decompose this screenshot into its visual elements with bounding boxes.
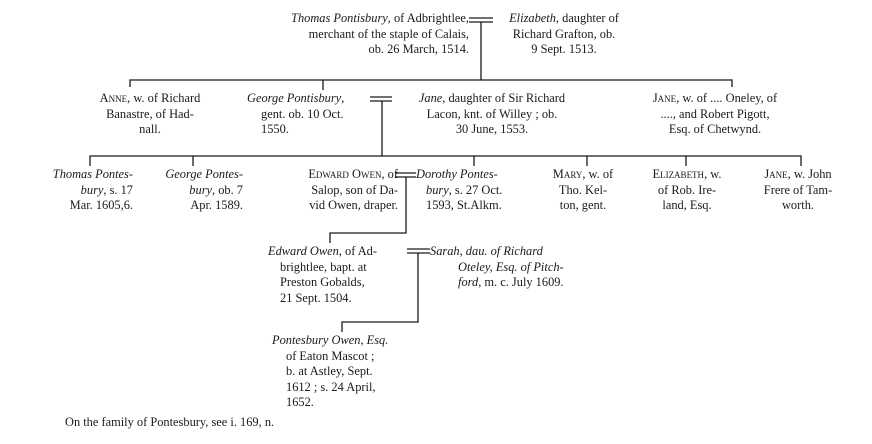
person-detail: , s. 17 <box>103 182 133 197</box>
person-detail: ob. 26 March, 1514. <box>368 42 469 56</box>
person-detail: , of Ad- <box>338 244 377 258</box>
person-edward-owen-adbrightlee <box>268 244 408 306</box>
person-detail: , <box>341 91 345 105</box>
person-jane-oneley <box>619 91 811 138</box>
person-edward-owen-salop <box>262 167 398 214</box>
person-detail: Banastre, of Had- <box>106 106 194 121</box>
person-detail: vid Owen, draper. <box>309 198 398 212</box>
person-detail: , daughter of <box>555 11 619 25</box>
person-detail: Richard Grafton, ob. <box>512 26 616 41</box>
person-sarah-oteley <box>430 244 590 291</box>
person-detail: Apr. 1589. <box>190 198 243 212</box>
person-detail: , w. of Richard <box>127 91 201 105</box>
person-detail: Preston Gobalds, <box>280 275 365 289</box>
person-name: Anne <box>99 91 128 105</box>
person-thomas-pontisbury <box>198 11 469 58</box>
person-name: Pontesbury Owen, Esq. <box>272 333 389 347</box>
person-detail: ...., and Robert Pigott, <box>660 106 770 121</box>
marriage-sign-4 <box>407 249 430 253</box>
person-detail: , w. of <box>582 167 614 181</box>
person-pontesbury-owen <box>272 333 432 411</box>
sibling-bar-gen2 <box>130 80 732 87</box>
person-detail: , ob. 7 <box>212 182 243 197</box>
person-name: Thomas Pontes- <box>52 167 133 181</box>
person-detail: gent. ob. 10 Oct. <box>261 106 344 121</box>
person-name: Jane <box>652 91 677 105</box>
person-anne <box>76 91 224 138</box>
person-detail: b. at Astley, Sept. <box>286 364 373 378</box>
person-detail: 30 June, 1553. <box>455 122 529 136</box>
person-detail: 1550. <box>261 122 289 136</box>
person-name: Elizabeth <box>509 11 556 25</box>
person-detail: 1652. <box>286 395 314 409</box>
person-name: Edward Owen <box>308 167 382 181</box>
person-mary <box>533 167 633 214</box>
person-detail: ford <box>458 275 479 289</box>
person-dorothy-pontesbury <box>416 167 531 214</box>
person-detail: Salop, son of Da- <box>311 182 398 197</box>
person-detail: of Rob. Ire- <box>657 182 717 197</box>
person-detail: brightlee, bapt. at <box>280 259 367 274</box>
person-name: Thomas Pontisbury <box>291 11 388 25</box>
person-detail: 9 Sept. 1513. <box>531 42 597 56</box>
marriage-sign-2 <box>370 97 392 101</box>
person-detail: merchant of the staple of Calais, <box>308 26 469 41</box>
person-detail: Tho. Kel- <box>558 182 608 197</box>
person-jane-frere <box>748 167 848 214</box>
person-detail: worth. <box>781 198 814 212</box>
marriage-sign-3 <box>395 173 416 177</box>
person-detail: Sarah, dau. of Richard <box>430 244 543 258</box>
person-elizabeth-ireland <box>633 167 741 214</box>
person-name: Mary <box>552 167 583 181</box>
person-detail: Oteley, Esq. of Pitch- <box>458 259 564 274</box>
person-detail: , s. 27 Oct. <box>448 182 503 197</box>
person-detail: Mar. 1605,6. <box>69 198 133 212</box>
person-detail: ton, gent. <box>559 198 607 212</box>
person-name: George Pontes- <box>165 167 243 181</box>
person-detail: , of Adbrightlee, <box>387 11 469 25</box>
person-detail: bury <box>80 182 104 197</box>
person-detail: 21 Sept. 1504. <box>280 290 352 305</box>
person-elizabeth-grafton <box>478 11 650 58</box>
person-name: Jane <box>764 167 788 181</box>
person-detail: Lacon, knt. of Willey ; ob. <box>426 106 558 121</box>
person-detail: Esq. of Chetwynd. <box>668 122 762 136</box>
person-george-pontisbury <box>247 91 371 138</box>
person-detail: , m. c. July 1609. <box>478 275 564 289</box>
person-thomas-pontesbury <box>27 167 133 214</box>
person-name: Dorothy Pontes- <box>416 167 498 181</box>
footnote: On the family of Pontesbury, see i. 169, n. <box>65 415 275 429</box>
sibling-bar-gen3 <box>90 156 801 166</box>
person-detail: , w. <box>704 167 722 181</box>
person-name: Edward Owen <box>268 244 339 258</box>
person-detail: 1612 ; s. 24 April, <box>286 379 376 394</box>
person-george-pontesbury <box>146 167 243 214</box>
person-detail: , of <box>381 167 398 181</box>
person-detail: Frere of Tam- <box>763 182 833 197</box>
person-detail: bury <box>189 182 213 197</box>
person-detail: nall. <box>139 122 161 136</box>
person-name: Elizabeth <box>652 167 705 181</box>
person-detail: land, Esq. <box>662 198 712 212</box>
person-detail: bury <box>426 182 449 197</box>
person-name: George Pontisbury <box>247 91 342 105</box>
person-detail: , daughter of Sir Richard <box>442 91 566 105</box>
person-detail: 1593, St.Alkm. <box>426 198 502 212</box>
person-detail: , w. John <box>787 167 832 181</box>
person-name: Jane <box>418 91 443 105</box>
person-detail: of Eaton Mascot ; <box>286 348 375 363</box>
person-jane-lacon <box>391 91 593 138</box>
person-detail: , w. of .... Oneley, of <box>676 91 778 105</box>
